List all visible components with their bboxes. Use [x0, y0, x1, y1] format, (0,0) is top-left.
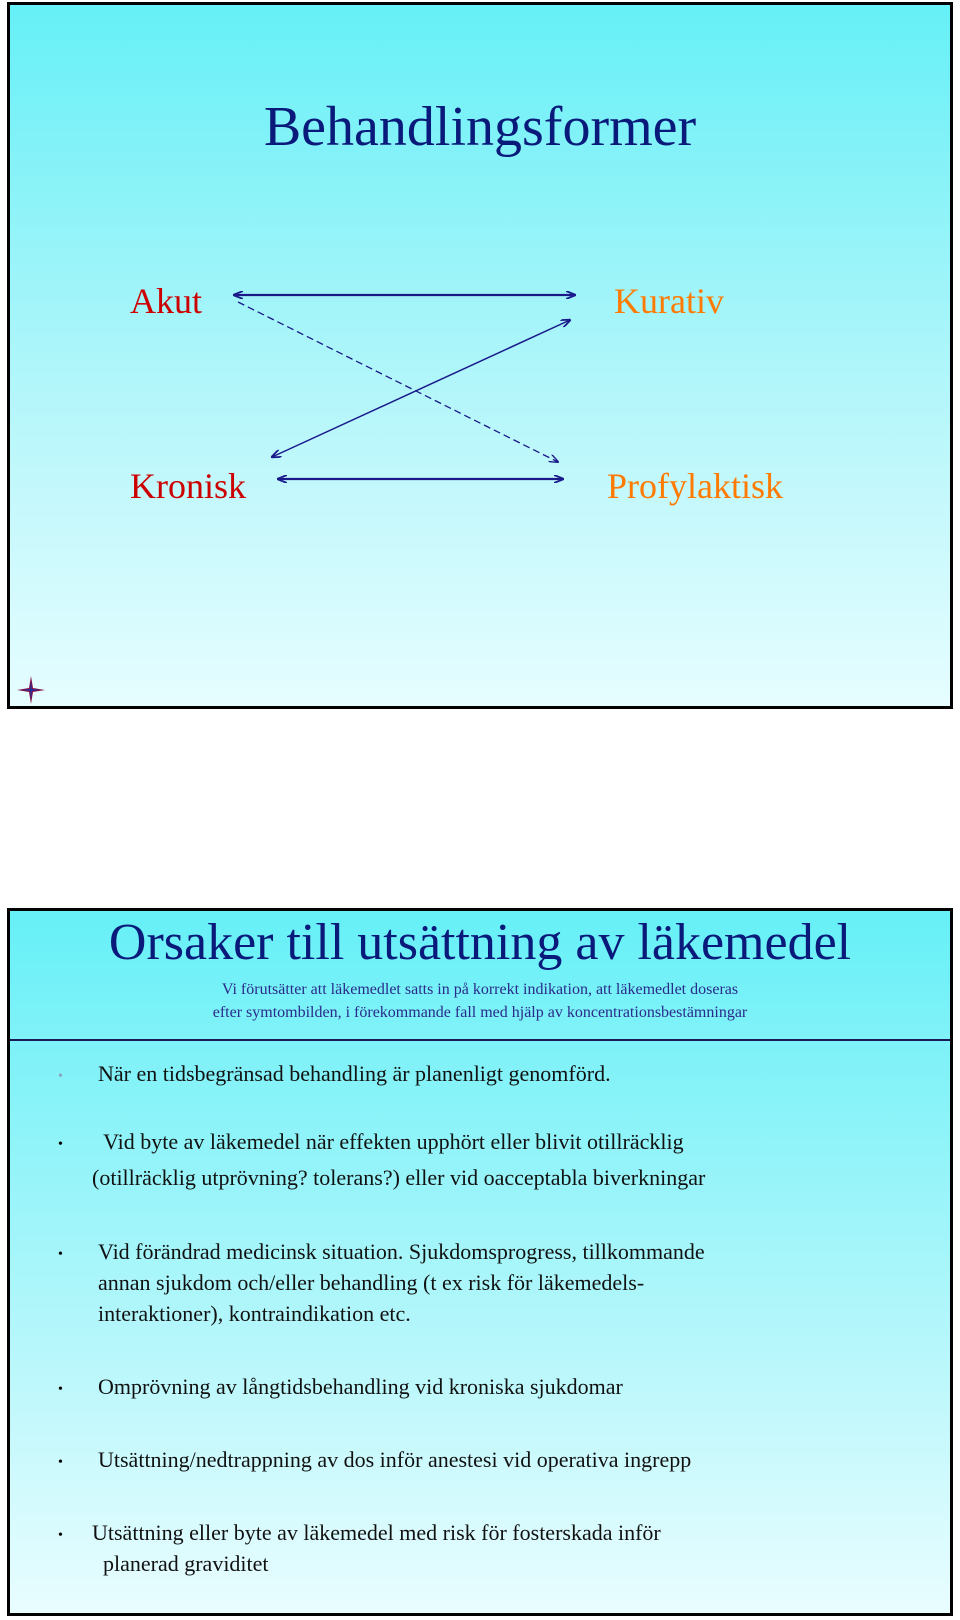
label-profylaktisk: Profylaktisk	[607, 466, 783, 506]
star-icon	[16, 675, 46, 705]
slide-orsaker-utsattning	[7, 908, 953, 1616]
bullet-text: Vid byte av läkemedel när effekten upphört eller blivit otillräcklig	[98, 1129, 684, 1154]
relation-arrows-diagram	[10, 5, 950, 705]
bullet-text: När en tidsbegränsad behandling är planenligt genomförd.	[98, 1061, 611, 1086]
bullet-text: interaktioner), kontraindikation etc.	[98, 1301, 411, 1326]
bullet-marker: •	[58, 1528, 63, 1543]
slide-title: Orsaker till utsättning av läkemedel	[108, 914, 852, 971]
label-kronisk: Kronisk	[130, 466, 246, 506]
slide-behandlingsformer	[7, 2, 953, 709]
arrow-kronisk-kurativ	[272, 320, 570, 457]
label-kurativ: Kurativ	[614, 281, 724, 321]
bullet-text: Utsättning/nedtrappning av dos inför anestesi vid operativa ingrepp	[98, 1447, 692, 1472]
bullet-marker: •	[58, 1069, 63, 1084]
subtitle-line-2: efter symtombilden, i förekommande fall med hjälp av koncentrationsbestämningar	[212, 1004, 748, 1021]
divider	[10, 1039, 950, 1041]
arrow-akut-profylaktisk-dashed	[238, 302, 558, 462]
bullet-text: (otillräcklig utprövning? tolerans?) eller vid oacceptabla biverkningar	[92, 1165, 706, 1190]
bullet-marker: •	[58, 1247, 63, 1262]
slide-title: Behandlingsformer	[263, 96, 697, 158]
bullet-text: Omprövning av långtidsbehandling vid kroniska sjukdomar	[98, 1374, 623, 1399]
bullet-marker: •	[58, 1137, 63, 1152]
bullet-text: annan sjukdom och/eller behandling (t ex risk för läkemedels-	[98, 1270, 645, 1295]
bullet-marker: •	[58, 1382, 63, 1397]
bullet-text: Utsättning eller byte av läkemedel med risk för fosterskada inför	[92, 1520, 661, 1545]
bullet-text: planerad graviditet	[92, 1551, 269, 1576]
bullet-marker: •	[58, 1455, 63, 1470]
bullet-text: Vid förändrad medicinsk situation. Sjukdomsprogress, tillkommande	[98, 1239, 705, 1264]
subtitle-line-1: Vi förutsätter att läkemedlet satts in på korrekt indikation, att läkemedlet doseras	[221, 981, 739, 998]
label-akut: Akut	[130, 281, 202, 321]
